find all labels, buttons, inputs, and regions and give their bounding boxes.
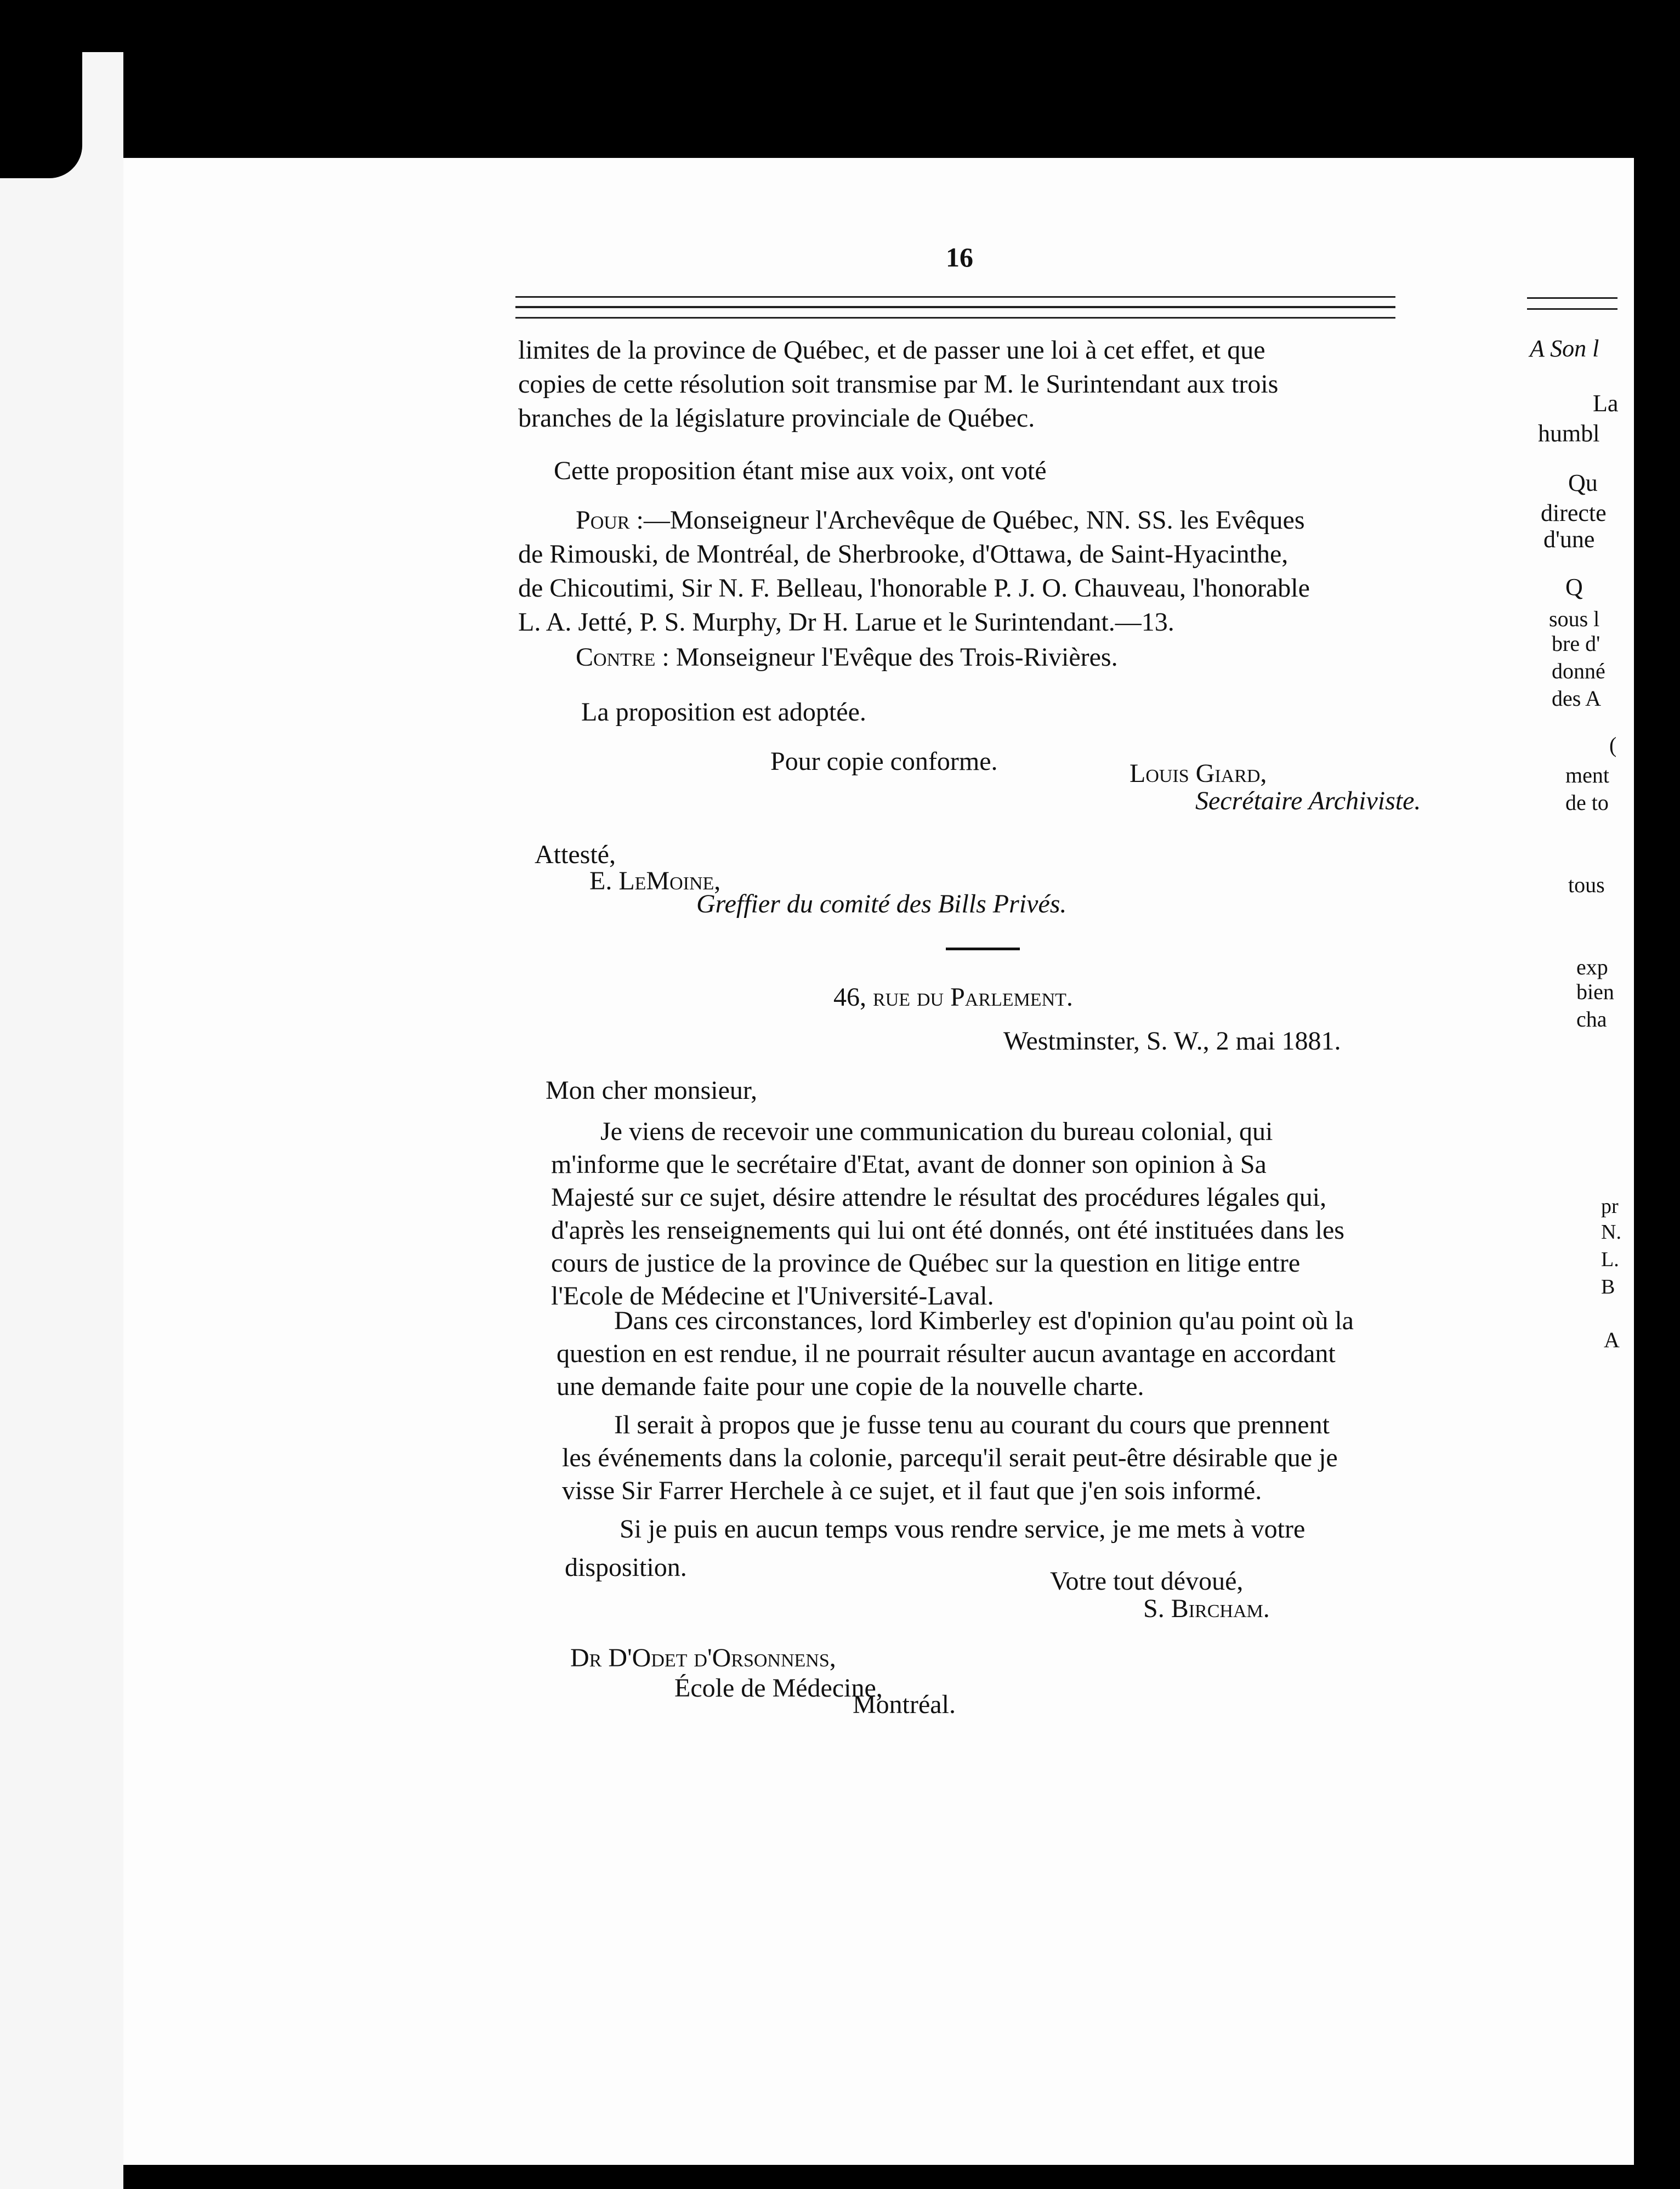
right-fragment-3: Qu [1568, 469, 1598, 496]
para1-line-4: d'après les renseignements qui lui ont été donnés, ont été instituées dans les [551, 1216, 1344, 1245]
right-fragment-16: bien [1576, 979, 1614, 1004]
body-line-1: limites de la province de Québec, et de passer une loi à cet effet, et que [518, 336, 1265, 365]
para3-line-1: Il serait à propos que je fusse tenu au courant du cours que prennent [614, 1410, 1330, 1439]
closing: Votre tout dévoué, [1050, 1567, 1244, 1596]
pour-label: Pour : [576, 506, 644, 535]
pour-text: —Monseigneur l'Archevêque de Québec, NN. SS. les Evêques [643, 506, 1305, 535]
header-rule-1 [515, 296, 1395, 298]
salutation: Mon cher monsieur, [546, 1076, 757, 1105]
right-fragment-12: ment [1565, 763, 1609, 787]
pour-line-3: de Chicoutimi, Sir N. F. Belleau, l'honorable P. J. O. Chauveau, l'honorable [518, 574, 1310, 603]
signer2-title: Greffier du comité des Bills Privés. [696, 889, 1067, 918]
right-fragment-2: humbl [1538, 420, 1600, 447]
pour-line-4: L. A. Jetté, P. S. Murphy, Dr H. Larue et le Surintendant.—13. [518, 608, 1174, 637]
recipient-line-3: Montréal. [853, 1690, 956, 1719]
right-fragment-18: pr [1601, 1195, 1619, 1218]
closing-signer: S. Bircham. [1143, 1594, 1270, 1623]
scan-edge-shadow [0, 52, 82, 178]
right-fragment-15: exp [1576, 955, 1608, 979]
contre-label: Contre : [576, 643, 669, 672]
pour-line-2: de Rimouski, de Montréal, de Sherbrooke, d'Ottawa, de Saint-Hyacinthe, [518, 540, 1289, 569]
right-page-rule-2 [1527, 308, 1617, 310]
vote-intro: Cette proposition étant mise aux voix, ont voté [554, 456, 1047, 485]
contre-line [576, 642, 1118, 673]
signer2-name: E. LeMoine, [589, 866, 721, 895]
copie-conforme: Pour copie conforme. [770, 747, 998, 776]
left-scan-margin [0, 52, 123, 2189]
body-line-2: copies de cette résolution soit transmise par M. le Surintendant aux trois [518, 370, 1279, 399]
right-fragment-13: de to [1565, 790, 1609, 815]
right-fragment-22: A [1604, 1328, 1620, 1352]
signer1-title: Secrétaire Archiviste. [1195, 786, 1421, 815]
recipient-line-1: Dr D'Odet d'Orsonnens, [570, 1643, 836, 1672]
letter-dateline: Westminster, S. W., 2 mai 1881. [1003, 1027, 1341, 1056]
right-page-rule-1 [1527, 297, 1617, 299]
recipient-line-2: École de Médecine, [674, 1674, 883, 1703]
right-fragment-0: A Son l [1530, 335, 1599, 362]
para2-line-1: Dans ces circonstances, lord Kimberley est d'opinion qu'au point où la [614, 1306, 1354, 1335]
contre-text: Monseigneur l'Evêque des Trois-Rivières. [676, 643, 1118, 672]
right-fragment-14: tous [1568, 872, 1605, 897]
para3-line-3: visse Sir Farrer Herchele à ce sujet, et il faut que j'en sois informé. [562, 1476, 1262, 1505]
adopted-line: La proposition est adoptée. [581, 697, 866, 727]
right-fragment-10: des A [1552, 686, 1601, 711]
right-fragment-20: L. [1601, 1248, 1619, 1271]
right-fragment-5: d'une [1543, 526, 1595, 553]
para1-line-3: Majesté sur ce sujet, désire attendre le résultat des procédures légales qui, [551, 1183, 1327, 1212]
right-fragment-9: donné [1552, 659, 1605, 683]
right-fragment-4: directe [1541, 500, 1607, 526]
para1-line-2: m'informe que le secrétaire d'Etat, avant de donner son opinion à Sa [551, 1150, 1267, 1179]
para2-line-2: question en est rendue, il ne pourrait résulter aucun avantage en accordant [557, 1339, 1336, 1368]
header-rule-3 [515, 317, 1395, 319]
right-fragment-8: bre d' [1552, 631, 1600, 656]
atteste: Attesté, [535, 840, 616, 869]
pour-line-1 [576, 504, 1305, 536]
right-fragment-19: N. [1601, 1221, 1621, 1244]
para3-line-2: les événements dans la colonie, parcequ'il serait peut-être désirable que je [562, 1443, 1338, 1472]
para1-line-6: l'Ecole de Médecine et l'Université-Laval. [551, 1281, 994, 1311]
signer1-name: Louis Giard, [1130, 759, 1267, 788]
right-fragment-1: La [1593, 390, 1619, 417]
para2-line-3: une demande faite pour une copie de la nouvelle charte. [557, 1372, 1144, 1401]
body-line-3: branches de la législature provinciale de Québec. [518, 404, 1035, 433]
para1-line-1: Je viens de recevoir une communication du bureau colonial, qui [600, 1117, 1273, 1146]
para4-line-1: Si je puis en aucun temps vous rendre service, je me mets à votre [620, 1515, 1306, 1544]
header-rule-2 [515, 306, 1395, 308]
para1-line-5: cours de justice de la province de Québec sur la question en litige entre [551, 1249, 1301, 1278]
right-fragment-11: ( [1609, 733, 1617, 757]
page-number: 16 [946, 242, 973, 273]
right-fragment-7: sous l [1549, 606, 1600, 631]
section-divider [946, 948, 1020, 950]
para4-line-2: disposition. [565, 1553, 687, 1582]
letter-address: 46, rue du Parlement. [833, 983, 1073, 1012]
right-fragment-17: cha [1576, 1007, 1607, 1031]
right-fragment-21: B [1601, 1275, 1615, 1298]
right-fragment-6: Q [1565, 574, 1583, 600]
